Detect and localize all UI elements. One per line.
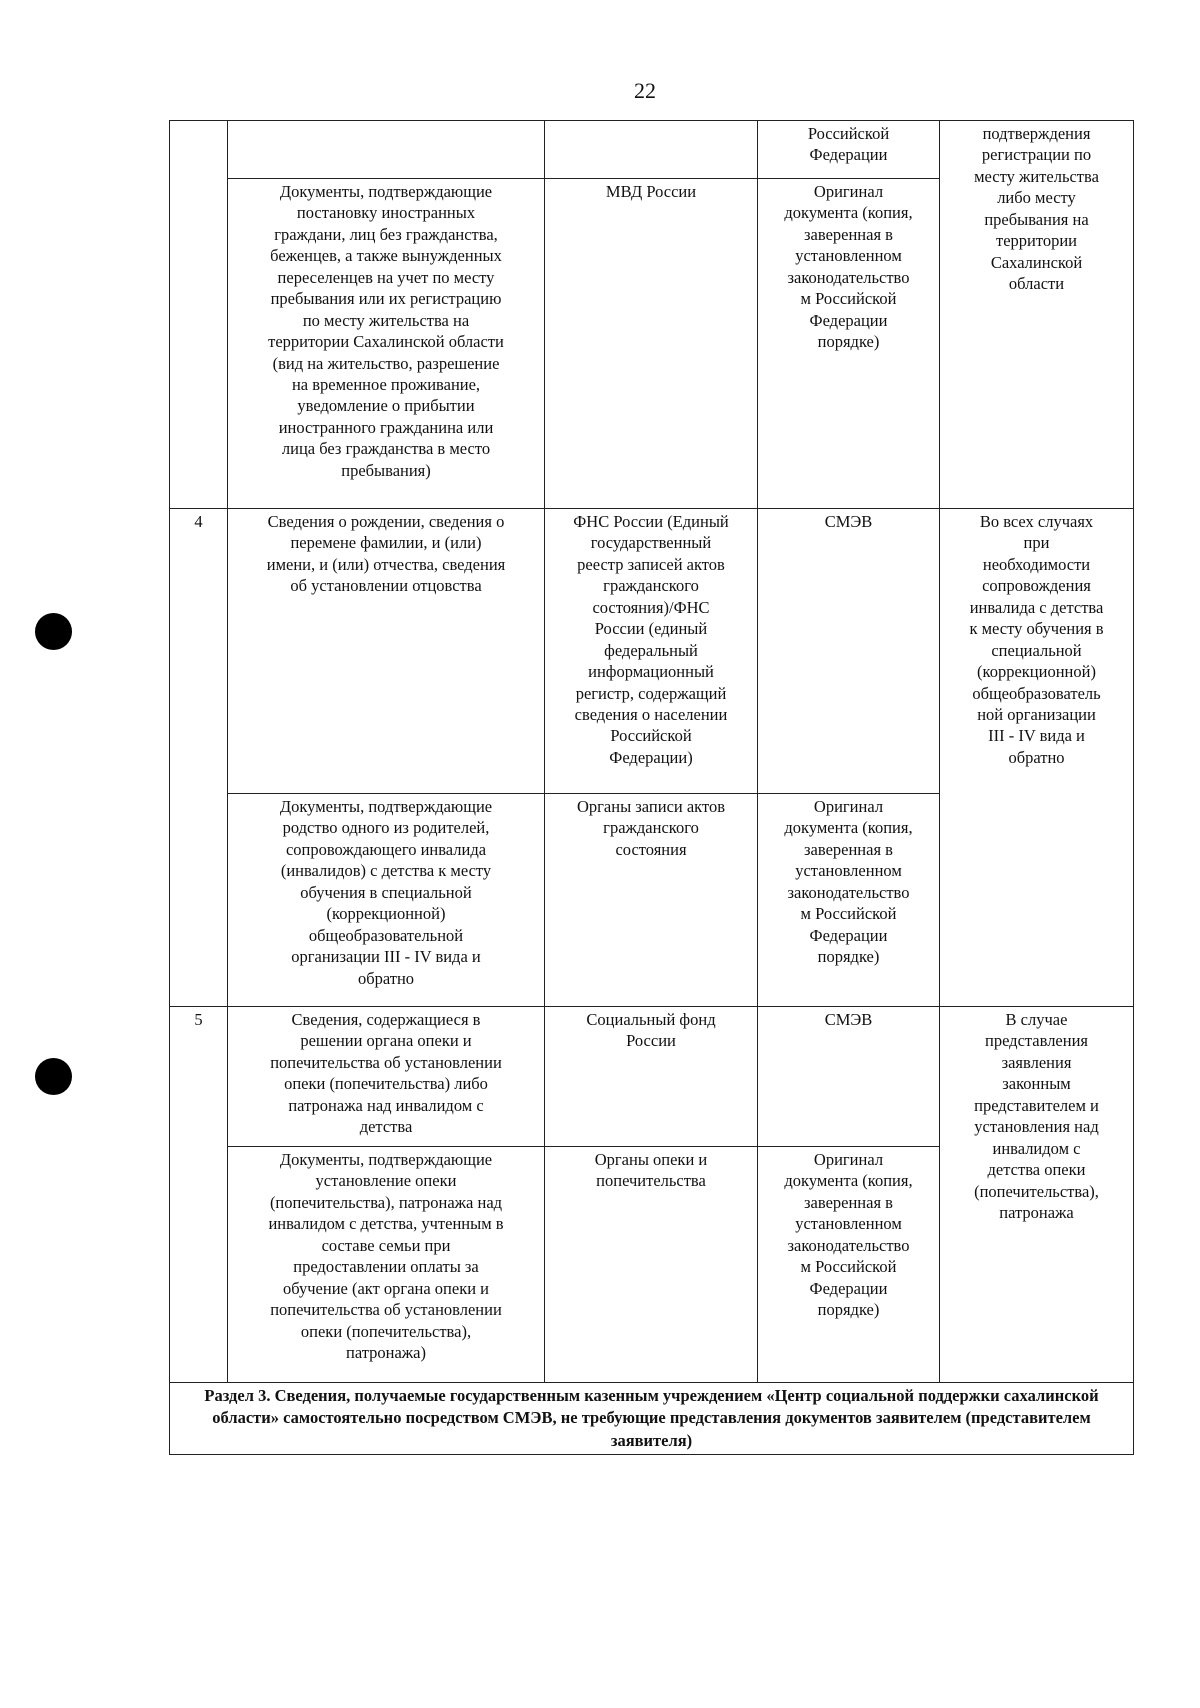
form-cell: СМЭВ [758,509,940,794]
page-number: 22 [634,78,656,103]
punch-hole-upper [35,613,72,650]
document-cell: Документы, подтверждающие постановку иностранных граждани, лиц без гражданства, беженцев, а также вынужденных переселенцев на учет по месту пребывания или их регистрацию по месту жительства на территории Сахалинской области (вид на жительство, разрешение на временное проживание, уведомление о прибытии иностранного гражданина или лица без гражданства в место пребывания) [228,179,545,509]
table-row [170,121,1134,179]
section-3-heading: Раздел 3. Сведения, получаемые государственным казенным учреждением «Центр социальной поддержки сахалинской области» самостоятельно посредством СМЭВ, не требующие представления документов заявителем (представителем заявителя) [170,1383,1134,1455]
document-cell: Документы, подтверждающие установление опеки (попечительства), патронажа над инвалидом с детства, учтенным в составе семьи при предоставлении оплаты за обучение (акт органа опеки и попечительства об установлении опеки (попечительства), патронажа) [228,1147,545,1383]
source-cell: ФНС России (Единый государственный реестр записей актов гражданского состояния)/ФНС России (единый федеральный информационный регистр, содержащий сведения о населении Российской Федерации) [545,509,758,794]
conditions-cell: В случае представления заявления законным представителем и установления над инвалидом с детства опеки (попечительства), патронажа [940,1007,1134,1383]
conditions-cell: Во всех случаях при необходимости сопровождения инвалида с детства к месту обучения в специальной (коррекционной) общеобразователь ной организации III - IV вида и обратно [940,509,1134,1007]
document-cell: Сведения, содержащиеся в решении органа опеки и попечительства об установлении опеки (попечительства) либо патронажа над инвалидом с детства [228,1007,545,1147]
form-cell: Оригинал документа (копия, заверенная в установленном законодательство м Российской Федерации порядке) [758,179,940,509]
form-cell: Российской Федерации [758,121,940,179]
source-cell: Органы опеки и попечительства [545,1147,758,1383]
table-row [170,509,1134,794]
row-number-cell [170,121,228,509]
punch-hole-lower [35,1058,72,1095]
form-cell: СМЭВ [758,1007,940,1147]
source-cell: МВД России [545,179,758,509]
row-number-cell: 4 [170,509,228,1007]
row-number-cell: 5 [170,1007,228,1383]
table-row [170,1007,1134,1147]
documents-table [169,120,1134,1455]
table-row [170,1383,1134,1455]
conditions-cell: подтверждения регистрации по месту жительства либо месту пребывания на территории Сахалинской области [940,121,1134,509]
source-cell: Социальный фонд России [545,1007,758,1147]
form-cell: Оригинал документа (копия, заверенная в установленном законодательство м Российской Федерации порядке) [758,794,940,1007]
document-cell [228,121,545,179]
source-cell: Органы записи актов гражданского состояния [545,794,758,1007]
document-cell: Документы, подтверждающие родство одного из родителей, сопровождающего инвалида (инвалидов) с детства к месту обучения в специальной (коррекционной) общеобразовательной организации III - IV вида и обратно [228,794,545,1007]
form-cell: Оригинал документа (копия, заверенная в установленном законодательство м Российской Федерации порядке) [758,1147,940,1383]
source-cell [545,121,758,179]
document-cell: Сведения о рождении, сведения о перемене фамилии, и (или) имени, и (или) отчества, сведения об установлении отцовства [228,509,545,794]
